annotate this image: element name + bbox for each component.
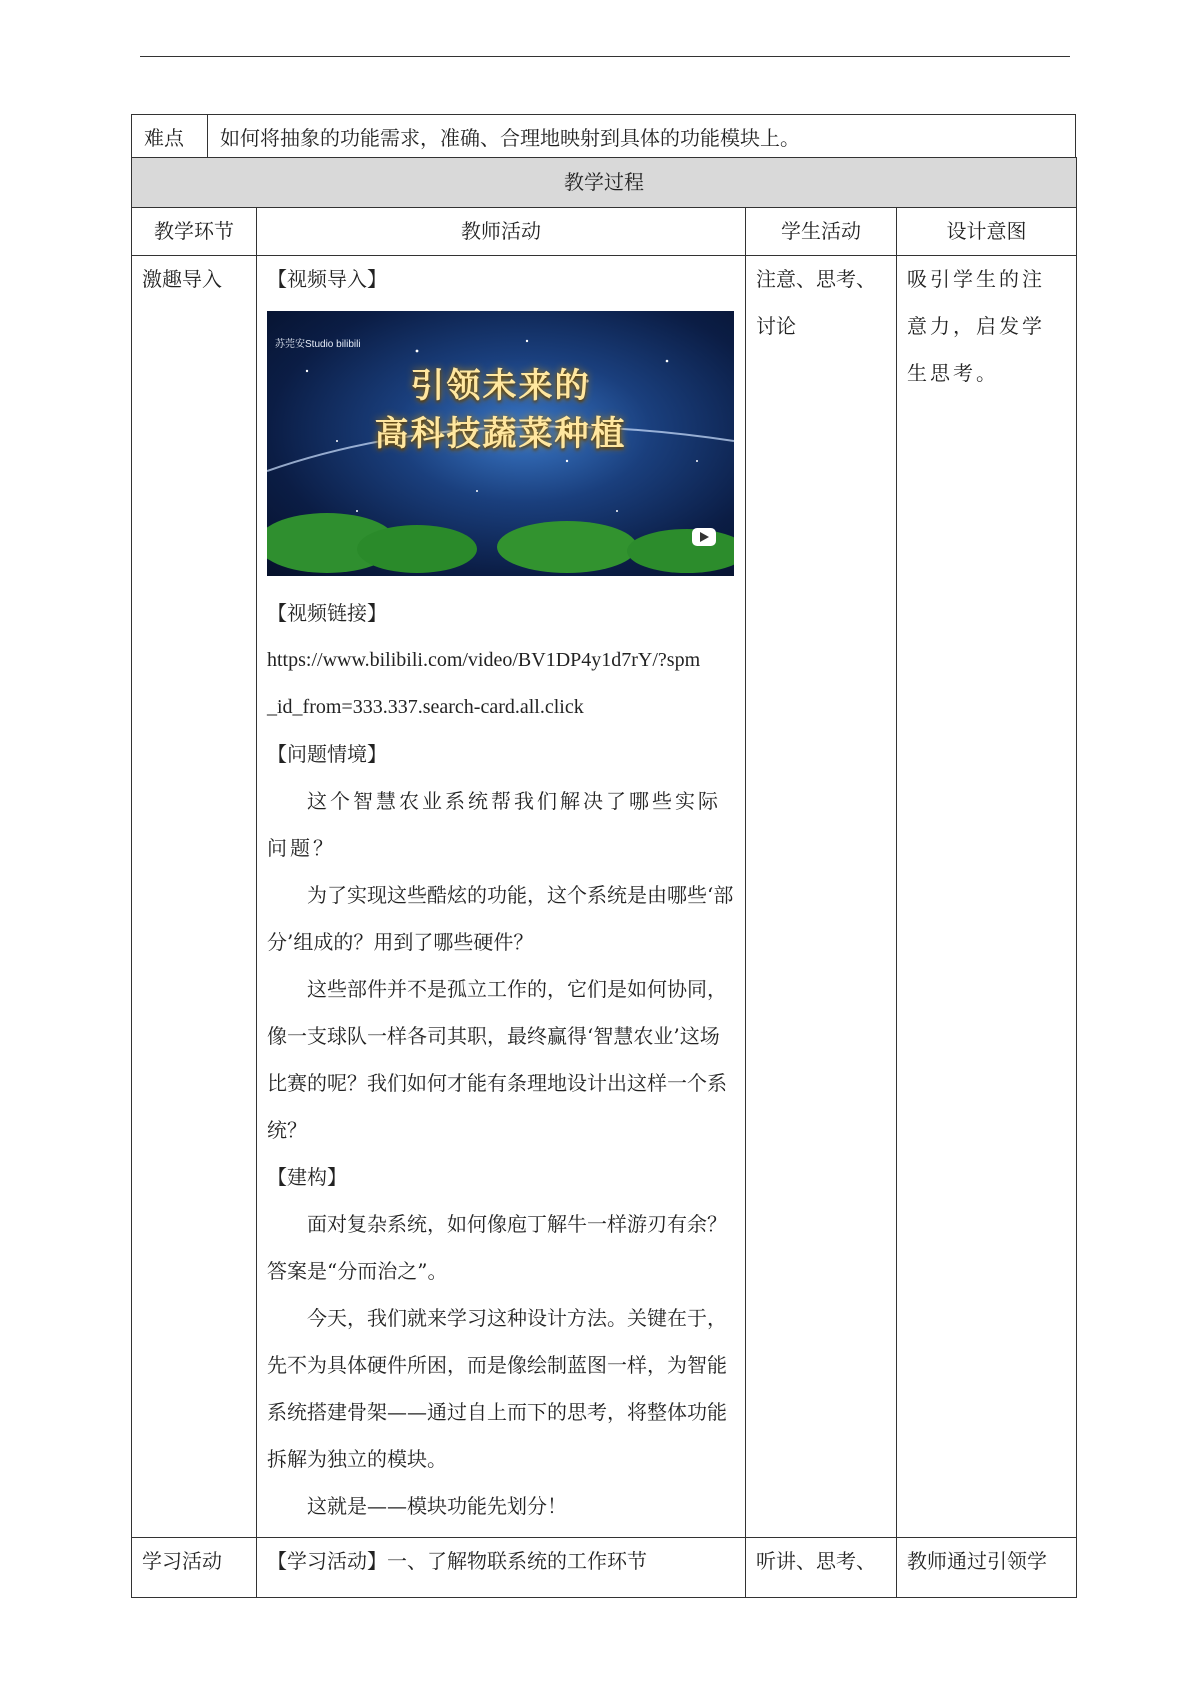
teacher-activity-cell xyxy=(257,256,746,1538)
video-intro-label: 【视频导入】 xyxy=(267,267,387,291)
thumbnail-logo: 苏莞安Studio bilibili xyxy=(275,339,361,350)
stage-cell: 学习活动 xyxy=(132,1538,257,1598)
header-intent: 设计意图 xyxy=(897,208,1077,256)
video-link-label: 【视频链接】 xyxy=(267,601,387,625)
difficulty-row xyxy=(131,114,1076,158)
page-header-rule xyxy=(140,56,1070,57)
construct-paragraph: 这就是——模块功能先划分！ xyxy=(307,1494,567,1518)
video-link-line2[interactable]: _id_from=333.337.search-card.all.click xyxy=(267,696,584,718)
problem-paragraph: 为了实现这些酷炫的功能，这个系统是由哪些‘部分’组成的？用到了哪些硬件？ xyxy=(267,883,734,954)
student-activity-cell: 听讲、思考、 xyxy=(746,1538,897,1598)
play-icon[interactable] xyxy=(692,528,716,546)
student-activity-cell: 注意、思考、讨论 xyxy=(746,256,897,1538)
design-intent-cell: 教师通过引领学 xyxy=(897,1538,1077,1598)
teaching-process-table xyxy=(131,157,1077,1598)
section-title: 教学过程 xyxy=(132,158,1077,208)
problem-label: 【问题情境】 xyxy=(267,742,387,766)
stage-cell: 激趣导入 xyxy=(132,256,257,1538)
problem-paragraph: 这个智慧农业系统帮我们解决了哪些实际问题？ xyxy=(267,789,721,860)
header-stage: 教学环节 xyxy=(132,208,257,256)
construct-paragraph: 今天，我们就来学习这种设计方法。关键在于，先不为具体硬件所困，而是像绘制蓝图一样，为智能系统搭建骨架——通过自上而下的思考，将整体功能拆解为独立的模块。 xyxy=(267,1306,727,1471)
design-intent-cell: 吸引学生的注意力，启发学生思考。 xyxy=(897,256,1077,1538)
video-thumbnail[interactable] xyxy=(267,311,734,576)
difficulty-label: 难点 xyxy=(132,115,208,157)
table-row xyxy=(132,1538,1077,1598)
video-link-line1[interactable]: https://www.bilibili.com/video/BV1DP4y1d7rY/?spm xyxy=(267,649,701,671)
difficulty-text: 如何将抽象的功能需求，准确、合理地映射到具体的功能模块上。 xyxy=(220,125,800,150)
problem-paragraph: 这些部件并不是孤立工作的，它们是如何协同，像一支球队一样各司其职，最终赢得‘智慧农业’这场比赛的呢？我们如何才能有条理地设计出这样一个系统？ xyxy=(267,977,727,1142)
construct-label: 【建构】 xyxy=(267,1165,347,1189)
thumbnail-title-line2: 高科技蔬菜种植 xyxy=(374,414,627,454)
header-teacher: 教师活动 xyxy=(257,208,746,256)
thumbnail-title-line1: 引领未来的 xyxy=(410,366,591,406)
teacher-activity-cell: 【学习活动】一、了解物联系统的工作环节 xyxy=(257,1538,746,1598)
table-row xyxy=(132,256,1077,1538)
construct-paragraph: 面对复杂系统，如何像庖丁解牛一样游刃有余？答案是“分而治之”。 xyxy=(267,1212,727,1283)
table-header-row xyxy=(132,208,1077,256)
header-student: 学生活动 xyxy=(746,208,897,256)
